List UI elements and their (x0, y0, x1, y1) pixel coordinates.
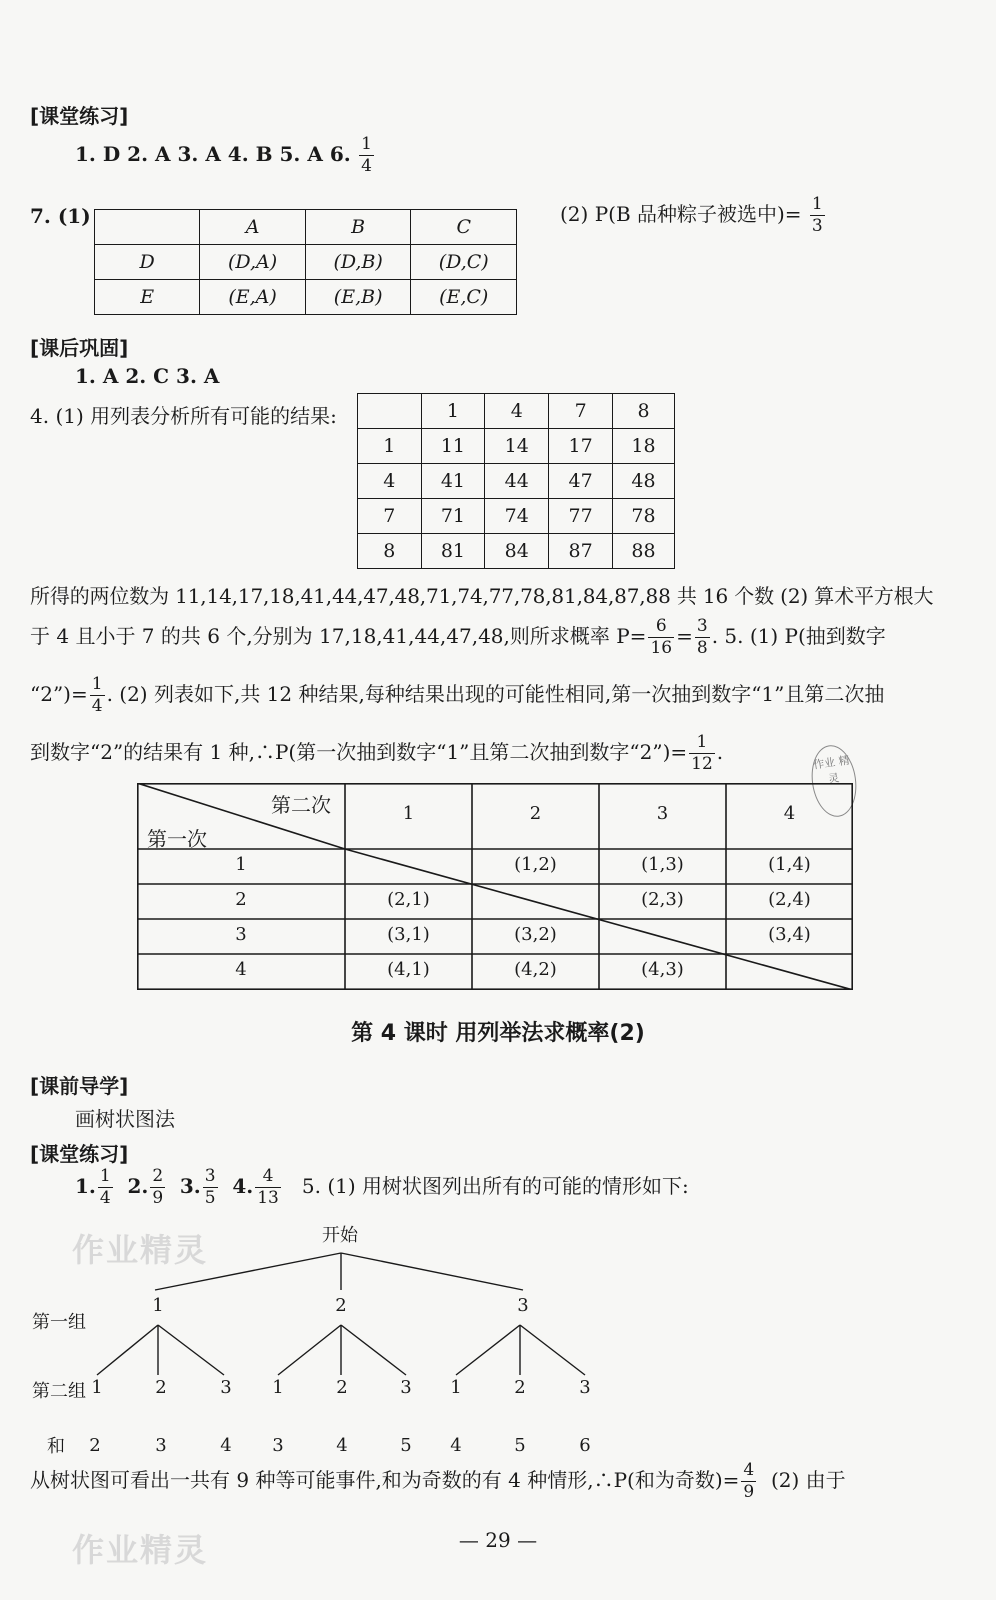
table-cell: (1,2) (514, 853, 557, 875)
table-cell: 4 (485, 394, 549, 429)
fraction: $\frac{4}{9}$ (743, 1460, 755, 1502)
row-label: 3 (235, 923, 247, 945)
section-header-class-practice: [课堂练习] (30, 104, 129, 128)
q7-table (94, 209, 517, 315)
q4-label: 4. (1) 用列表分析所有可能的结果: (30, 404, 337, 428)
table-cell: (4,2) (514, 959, 557, 980)
table-cell: 47 (549, 464, 613, 499)
table-cell: (E,C) (411, 280, 517, 315)
tree-root: 开始 (322, 1225, 358, 1246)
table-row (95, 210, 517, 245)
table-cell: (1,3) (641, 853, 684, 875)
tree-node-level1: 1 (152, 1295, 164, 1316)
table-cell: (E,A) (200, 280, 306, 315)
table-cell: (4,1) (387, 959, 430, 980)
table-cell: 84 (485, 534, 549, 569)
watermark: 作业精灵 (72, 1531, 209, 1569)
answers-1-6: 1. D 2. A 3. A 4. B 5. A 6. $\frac{1}{4}$ (75, 134, 372, 176)
q4-line1: 所得的两位数为 11,14,17,18,41,44,47,48,71,74,77,78,81,84,87,88 共 16 个数 (2) 算术平方根大 (30, 584, 934, 608)
tree-node-level2: 3 (220, 1377, 232, 1398)
tree-node-level2: 3 (400, 1377, 412, 1398)
tree-node-level2: 1 (272, 1377, 284, 1398)
tree-sum: 6 (579, 1435, 591, 1456)
table-cell: (D,C) (411, 245, 517, 280)
row-label: 4 (235, 959, 247, 980)
table-cell: E (95, 280, 200, 315)
header-cell: 1 (402, 803, 415, 824)
table-cell: 1 (421, 394, 485, 429)
table-row (358, 464, 675, 499)
tree-node-level2: 2 (336, 1377, 348, 1398)
header-cell: 3 (656, 803, 669, 824)
table-cell: (D,A) (200, 245, 306, 280)
stamp: 作业 精灵 (807, 742, 861, 819)
tree-node-level2: 1 (91, 1377, 103, 1398)
after-class-answers: 1. A 2. C 3. A (75, 364, 220, 388)
fraction: $\frac{6}{16}$ (650, 616, 673, 658)
table-cell: (2,4) (768, 888, 811, 910)
header-cell: 2 (529, 803, 542, 824)
fraction: $\frac{3}{5}$ (204, 1166, 216, 1208)
fraction: $\frac{3}{8}$ (696, 616, 708, 658)
table-cell (95, 210, 200, 245)
table-cell: 44 (485, 464, 549, 499)
table-cell (358, 394, 422, 429)
final-line: 从树状图可看出一共有 9 种等可能事件,和为奇数的有 4 种情形,∴P(和为奇数)= $\frac{4}{9}$ (2) 由于 (30, 1460, 846, 1502)
table-cell: 71 (421, 499, 485, 534)
table-cell: 18 (613, 429, 675, 464)
watermark: 作业精灵 (72, 1231, 209, 1269)
lesson-title: 第 4 课时 用列举法求概率(2) (351, 1021, 645, 1046)
q4-table (357, 393, 675, 569)
section-header-pre-class: [课前导学] (30, 1074, 129, 1098)
tree-node-level2: 2 (155, 1377, 167, 1398)
table-cell: 8 (613, 394, 675, 429)
table-cell: A (200, 210, 306, 245)
table-cell: 14 (485, 429, 549, 464)
table-cell: 87 (549, 534, 613, 569)
table-cell: 41 (421, 464, 485, 499)
table-cell: 1 (358, 429, 422, 464)
tree-sum: 4 (220, 1435, 232, 1456)
table-row (358, 534, 675, 569)
table-row (95, 280, 517, 315)
table-cell: 81 (421, 534, 485, 569)
header-cell: 4 (783, 803, 796, 824)
table-cell: (E,B) (305, 280, 411, 315)
table-cell: 7 (358, 499, 422, 534)
table-cell: 4 (358, 464, 422, 499)
row-label: 1 (235, 853, 247, 875)
table-cell: 74 (485, 499, 549, 534)
row-label: 2 (235, 888, 247, 910)
tree-lines (0, 1215, 996, 1465)
table-cell: 78 (613, 499, 675, 534)
q5-line1: “2”)= $\frac{1}{4}$ . (2) 列表如下,共 12 种结果,每种结果出现的可能性相同,第一次抽到数字“1”且第二次抽 (30, 674, 885, 716)
table-cell: C (411, 210, 517, 245)
table-row (358, 429, 675, 464)
table-cell: 77 (549, 499, 613, 534)
sum-label: 和 (47, 1436, 65, 1457)
table-cell: 8 (358, 534, 422, 569)
group2-label: 第二组 (32, 1381, 86, 1402)
table-row (358, 394, 675, 429)
table-cell: (2,1) (387, 888, 430, 910)
fraction: $\frac{4}{13}$ (257, 1166, 279, 1208)
tree-sum: 2 (89, 1435, 101, 1456)
fraction: $\frac{1}{3}$ (811, 194, 823, 236)
table-row (358, 499, 675, 534)
table-cell: (4,3) (641, 959, 684, 980)
tree-node-level1: 2 (335, 1295, 347, 1316)
table-row (95, 245, 517, 280)
fraction: $\frac{1}{12}$ (691, 732, 713, 774)
tree-sum: 4 (336, 1435, 348, 1456)
table-cell: 17 (549, 429, 613, 464)
tree-sum: 3 (272, 1435, 284, 1456)
fraction: $\frac{1}{4}$ (91, 674, 103, 716)
tree-node-level2: 2 (514, 1377, 526, 1398)
table-cell: (3,1) (387, 923, 430, 945)
q7-part2: (2) P(B 品种粽子被选中)= $\frac{1}{3}$ (560, 194, 823, 236)
tree-sum: 4 (450, 1435, 462, 1456)
class2-answers: 1. $\frac{1}{4}$ 2. $\frac{2}{9}$ 3. $\frac{3}{5}$ 4. $\frac{4}{13}$ 5. (1) 用树状图列出所有的可能的情形如下: (75, 1166, 689, 1208)
tree-sum: 5 (514, 1435, 526, 1456)
pre-class-answer: 画树状图法 (75, 1107, 175, 1131)
tree-node-level2: 3 (579, 1377, 591, 1398)
table-cell: D (95, 245, 200, 280)
table-cell: B (305, 210, 411, 245)
fraction: $\frac{2}{9}$ (152, 1166, 164, 1208)
fraction: $\frac{1}{4}$ (99, 1166, 111, 1208)
table-cell: (2,3) (641, 888, 684, 910)
table-cell: (3,4) (768, 923, 811, 945)
q4-line2: 于 4 且小于 7 的共 6 个,分别为 17,18,41,44,47,48,则所求概率 P= $\frac{6}{16}$ = $\frac{3}{8}$ . 5. (1) P(抽到数字 (30, 616, 886, 658)
table-cell: 7 (549, 394, 613, 429)
tree-diagram (0, 1215, 996, 1465)
corner-top: 第二次 (271, 793, 331, 817)
table-cell: (D,B) (305, 245, 411, 280)
page-number: — 29 — (458, 1528, 538, 1552)
q5-table (137, 783, 853, 990)
table-cell: 88 (613, 534, 675, 569)
table-cell: 48 (613, 464, 675, 499)
tree-sum: 5 (400, 1435, 412, 1456)
section-header-after-class: [课后巩固] (30, 336, 129, 360)
table-cell: (3,2) (514, 923, 557, 945)
section-header-class-practice-2: [课堂练习] (30, 1142, 129, 1166)
tree-sum: 3 (155, 1435, 167, 1456)
corner-bottom: 第一次 (147, 827, 207, 851)
q5-line2: 到数字“2”的结果有 1 种,∴P(第一次抽到数字“1”且第二次抽到数字“2”)= $\frac{1}{12}$ . (30, 732, 724, 774)
tree-node-level2: 1 (450, 1377, 462, 1398)
fraction: $\frac{1}{4}$ (361, 134, 372, 176)
group1-label: 第一组 (32, 1312, 86, 1333)
tree-node-level1: 3 (517, 1295, 529, 1316)
table-cell: 11 (421, 429, 485, 464)
q7-label: 7. (1) (30, 204, 91, 228)
table-cell: (1,4) (768, 853, 811, 875)
